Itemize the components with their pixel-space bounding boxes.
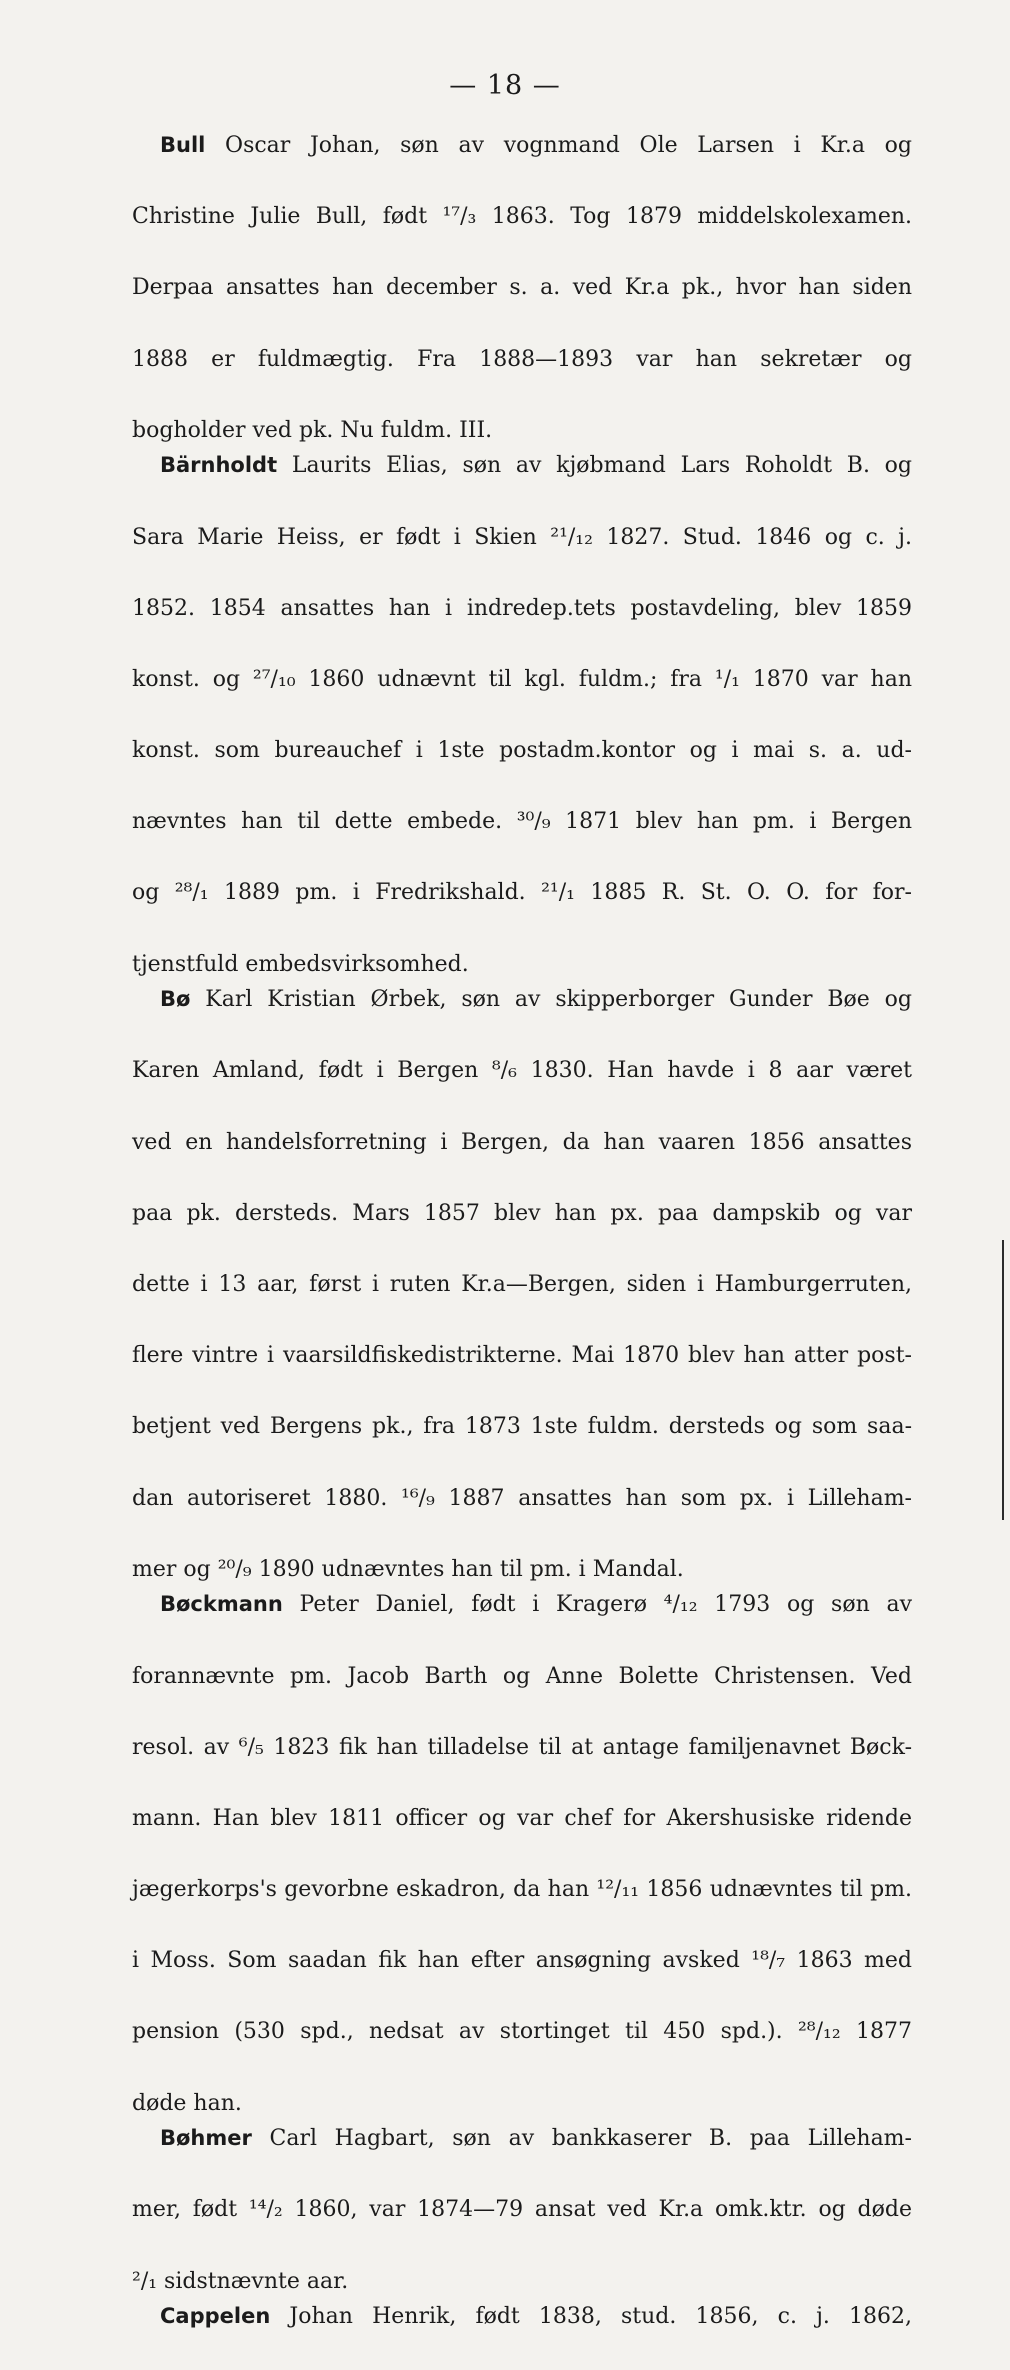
entry-name: Bärnholdt [160, 453, 278, 478]
entry-name: Bø [160, 987, 191, 1012]
line-text: Johan Henrik, født 1838, stud. 1856, c. j. 1862, [289, 2304, 912, 2330]
entry-name: Cappelen [160, 2304, 271, 2329]
text-line: mer, født ¹⁴/₂ 1860, var 1874—79 ansat ved Kr.a omk.ktr. og døde [132, 2197, 912, 2223]
line-text: Karl Kristian Ørbek, søn av skipperborger Gunder Bøe og [205, 987, 912, 1013]
text-line: døde han. [132, 2090, 242, 2116]
text-line: jægerkorps's gevorbne eskadron, da han ¹²/₁₁ 1856 udnævntes til pm. [132, 1877, 912, 1903]
text-line: Derpaa ansattes han december s. a. ved Kr.a pk., hvor han siden [132, 275, 912, 301]
text-line: mer og ²⁰/₉ 1890 udnævntes han til pm. i Mandal. [132, 1556, 684, 1582]
text-line: Christine Julie Bull, født ¹⁷/₃ 1863. Tog 1879 middelskolexamen. [132, 204, 912, 230]
text-line: nævntes han til dette embede. ³⁰/₉ 1871 blev han pm. i Bergen [132, 809, 912, 835]
entry-bohmer [132, 2121, 912, 2299]
text-line: Karen Amland, født i Bergen ⁸/₆ 1830. Han havde i 8 aar været [132, 1058, 912, 1084]
text-line: resol. av ⁶/₅ 1823 fik han tilladelse til at antage familjenavnet Bøck- [132, 1734, 912, 1760]
text-line: bogholder ved pk. Nu fuldm. III. [132, 417, 493, 443]
text-line [132, 128, 912, 199]
text-line: tjenstfuld embedsvirksomhed. [132, 951, 469, 977]
line-text: Laurits Elias, søn av kjøbmand Lars Roholdt B. og [291, 453, 912, 479]
page-number: — 18 — [449, 70, 561, 101]
text-line [132, 982, 912, 1053]
text-line [132, 2121, 912, 2192]
entry-name: Bull [160, 133, 206, 157]
text-line: flere vintre i vaarsildfiskedistrikterne. Mai 1870 blev han atter post- [132, 1343, 912, 1369]
entry-name: Bøhmer [160, 2126, 252, 2151]
text-line: 1852. 1854 ansattes han i indredep.tets postavdeling, blev 1859 [132, 595, 912, 621]
text-line [132, 2299, 912, 2370]
entry-barnholdt [132, 448, 912, 982]
text-line: mann. Han blev 1811 officer og var chef for Akershusiske ridende [132, 1805, 912, 1831]
entry-bo [132, 982, 912, 1587]
text-line: dette i 13 aar, først i ruten Kr.a—Bergen, siden i Hamburgerruten, [132, 1272, 912, 1297]
text-line: dan autoriseret 1880. ¹⁶/₉ 1887 ansattes han som px. i Lilleham- [132, 1485, 912, 1511]
entry-name: Bøckmann [160, 1592, 283, 1617]
entry-bockmann [132, 1587, 912, 2121]
entry-bull [132, 128, 912, 448]
text-line [132, 448, 912, 519]
text-line: pension (530 spd., nedsat av stortinget til 450 spd.). ²⁸/₁₂ 1877 [132, 2019, 912, 2045]
text-line: paa pk. dersteds. Mars 1857 blev han px. paa dampskib og var [132, 1200, 912, 1226]
page-edge-shadow [1002, 1240, 1004, 1520]
text-line: betjent ved Bergens pk., fra 1873 1ste fuldm. dersteds og som saa- [132, 1414, 912, 1440]
line-text: Oscar Johan, søn av vognmand Ole Larsen i Kr.a og [225, 133, 912, 158]
text-line: ²/₁ sidstnævnte aar. [132, 2268, 349, 2294]
line-text: Carl Hagbart, søn av bankkaserer B. paa Lilleham- [269, 2126, 912, 2152]
text-line: konst. og ²⁷/₁₀ 1860 udnævnt til kgl. fuldm.; fra ¹/₁ 1870 var han [132, 666, 912, 692]
text-line [132, 1587, 912, 1658]
text-line: 1888 er fuldmægtig. Fra 1888—1893 var han sekretær og [132, 346, 912, 372]
entry-cappelen [132, 2299, 912, 2370]
text-line: Sara Marie Heiss, er født i Skien ²¹/₁₂ 1827. Stud. 1846 og c. j. [132, 524, 912, 550]
biography-text [132, 128, 912, 2370]
text-line: og ²⁸/₁ 1889 pm. i Fredrikshald. ²¹/₁ 1885 R. St. O. O. for for- [132, 880, 912, 906]
text-line: forannævnte pm. Jacob Barth og Anne Bolette Christensen. Ved [132, 1663, 912, 1689]
line-text: Peter Daniel, født i Kragerø ⁴/₁₂ 1793 og søn av [299, 1592, 913, 1618]
text-line: konst. som bureauchef i 1ste postadm.kontor og i mai s. a. ud- [132, 738, 912, 764]
text-line: ved en handelsforretning i Bergen, da han vaaren 1856 ansattes [132, 1129, 912, 1155]
text-line: i Moss. Som saadan fik han efter ansøgning avsked ¹⁸/₇ 1863 med [132, 1948, 912, 1974]
